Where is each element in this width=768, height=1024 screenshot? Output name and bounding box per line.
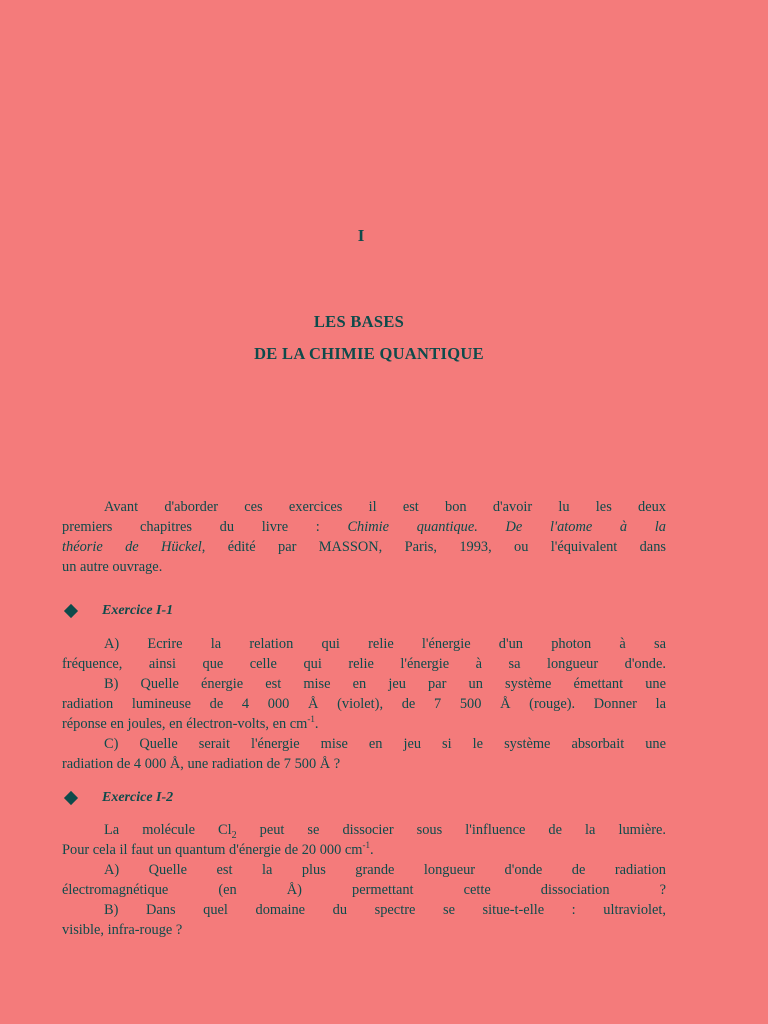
ex2-line-1 xyxy=(62,820,666,840)
exercise-2-body xyxy=(62,820,666,940)
exercise-1-title: Exercice I-1 xyxy=(102,603,174,618)
ex2-line-1-rest: peut se dissocier sous l'influence de la lumière. xyxy=(236,822,667,838)
exercise-2-heading xyxy=(64,790,173,806)
ex1-b-line-3-end: . xyxy=(314,716,319,732)
ex2-line-2-exponent: -1 xyxy=(362,840,370,851)
ex2-b-line-1: B) Dans quel domaine du spectre se situe-t-elle : ultraviolet, xyxy=(104,902,666,918)
chapter-title-line-2: DE LA CHIMIE QUANTIQUE xyxy=(254,344,484,363)
ex1-b-line-3-exponent: -1 xyxy=(307,714,315,725)
intro-line-3-text: , édité par MASSON, Paris, 1993, ou l'équivalent dans xyxy=(201,539,666,555)
ex2-a-line-2: électromagnétique (en Å) permettant cette dissociation ? xyxy=(62,882,666,898)
ex1-a-line-1: A) Ecrire la relation qui relie l'énergie d'un photon à sa xyxy=(104,636,666,652)
chapter-number: I xyxy=(357,226,365,245)
intro-line-4: un autre ouvrage. xyxy=(62,559,163,575)
intro-line-3 xyxy=(62,537,666,557)
ex1-c-line-1: C) Quelle serait l'énergie mise en jeu si le système absorbait une xyxy=(104,736,666,752)
book-subtitle: théorie de Hückel xyxy=(62,539,202,555)
ex2-b-line-2: visible, infra-rouge ? xyxy=(62,922,183,938)
ex2-line-1-text: La molécule Cl xyxy=(104,822,232,838)
ex1-b-line-3 xyxy=(62,714,666,734)
diamond-bullet-icon xyxy=(64,791,78,805)
exercise-1-body xyxy=(62,634,666,774)
exercise-1-heading xyxy=(64,603,173,619)
book-title: Chimie quantique. De l'atome à la xyxy=(347,519,666,535)
intro-line-2-text: premiers chapitres du livre : xyxy=(62,519,348,535)
ex1-b-line-3-text: réponse en joules, en électron-volts, en cm xyxy=(62,716,308,732)
exercise-2-title: Exercice I-2 xyxy=(102,790,174,805)
intro-line-1: Avant d'aborder ces exercices il est bon d'avoir lu les deux xyxy=(104,499,666,515)
ex1-b-line-2: radiation lumineuse de 4 000 Å (violet), de 7 500 Å (rouge). Donner la xyxy=(62,696,666,712)
ex1-b-line-1: B) Quelle énergie est mise en jeu par un système émettant une xyxy=(104,676,666,692)
ex1-a-line-2: fréquence, ainsi que celle qui relie l'énergie à sa longueur d'onde. xyxy=(62,656,666,672)
chapter-title-line-1: LES BASES xyxy=(313,312,405,331)
ex2-line-2-text: Pour cela il faut un quantum d'énergie de 20 000 cm xyxy=(62,842,363,858)
ex2-line-1-subscript: 2 xyxy=(231,829,237,841)
intro-paragraph xyxy=(62,497,666,577)
ex2-a-line-1: A) Quelle est la plus grande longueur d'onde de radiation xyxy=(104,862,666,878)
ex2-line-2-end: . xyxy=(369,842,374,858)
diamond-bullet-icon xyxy=(64,604,78,618)
ex1-c-line-2: radiation de 4 000 Å, une radiation de 7 500 Å ? xyxy=(62,756,341,772)
intro-line-2 xyxy=(62,517,666,537)
ex2-line-2 xyxy=(62,840,666,860)
